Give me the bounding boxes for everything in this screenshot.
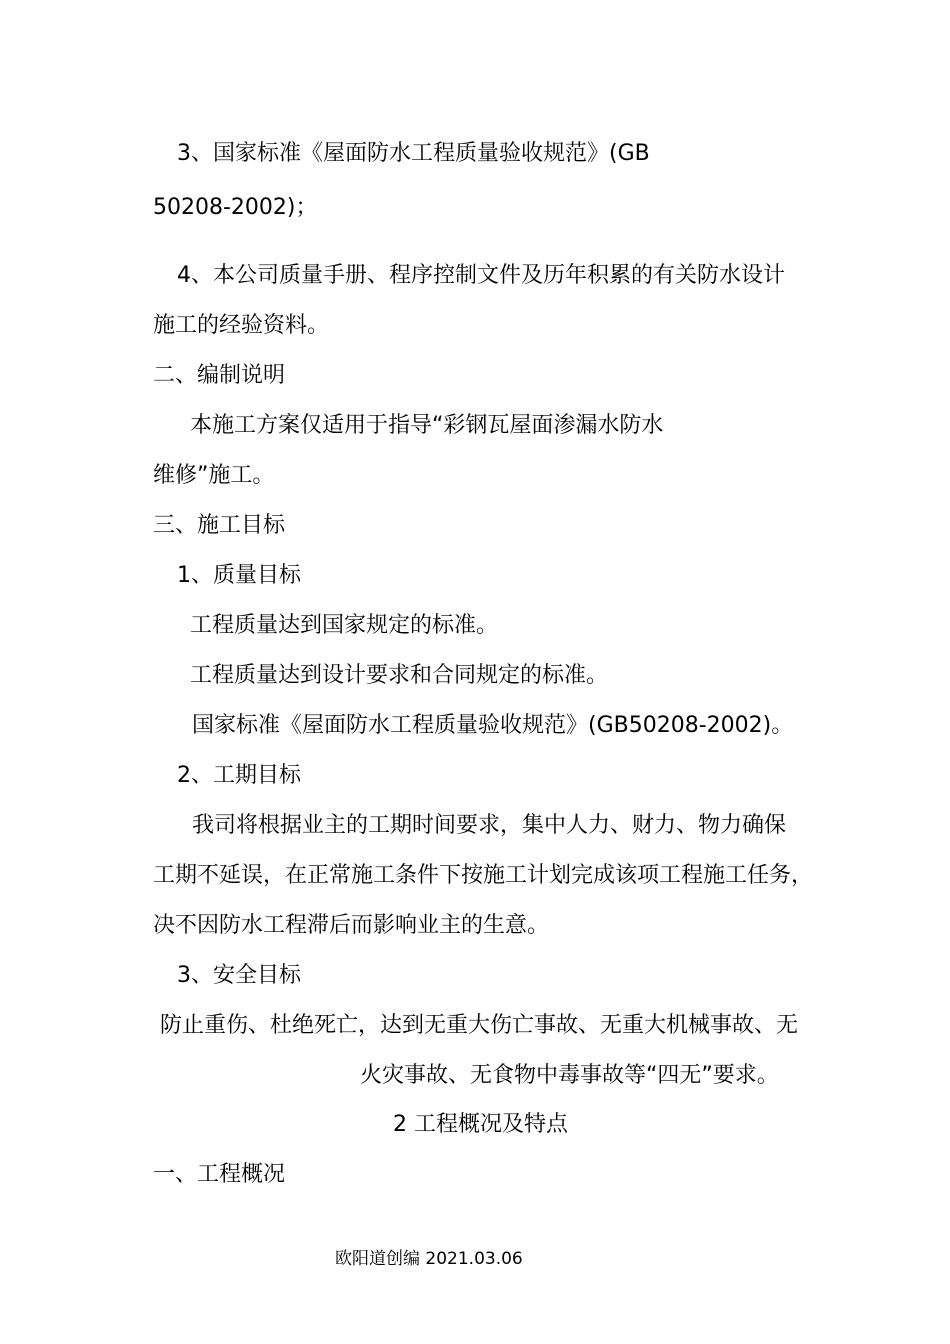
quality-line-3: 国家标准《屋面防水工程质量验收规范》(GB50208-2002)。 [192, 713, 794, 738]
quality-line-2: 工程质量达到设计要求和合同规定的标准。 [190, 663, 609, 688]
compilation-paragraph: 本施工方案仅适用于指导“彩钢瓦屋面渗漏水防水 [190, 413, 664, 438]
reference-item-3-continued: 50208-2002)； [153, 195, 318, 220]
section-heading-goals: 三、施工目标 [153, 513, 286, 538]
subheading-quality: 1、质量目标 [177, 563, 301, 588]
section-heading-compilation: 二、编制说明 [153, 363, 286, 388]
reference-item-3: 3、国家标准《屋面防水工程质量验收规范》(GB [177, 141, 650, 166]
subheading-schedule: 2、工期目标 [177, 763, 301, 788]
schedule-paragraph-line-1: 我司将根据业主的工期时间要求，集中人力、财力、物力确保 [192, 813, 787, 838]
compilation-paragraph-continued: 维修”施工。 [153, 463, 275, 488]
page-footer: 欧阳道创编 2021.03.06 [335, 1249, 523, 1269]
safety-paragraph-line-1: 防止重伤、杜绝死亡，达到无重大伤亡事故、无重大机械事故、无 [160, 1013, 799, 1038]
reference-item-4: 4、本公司质量手册、程序控制文件及历年积累的有关防水设计 [177, 263, 785, 288]
schedule-paragraph-line-2: 工期不延误，在正常施工条件下按施工计划完成该项工程施工任务， [153, 863, 814, 888]
safety-paragraph-line-2: 火灾事故、无食物中毒事故等“四无”要求。 [360, 1063, 779, 1088]
quality-line-1: 工程质量达到国家规定的标准。 [190, 613, 499, 638]
schedule-paragraph-line-3: 决不因防水工程滞后而影响业主的生意。 [153, 913, 550, 938]
chapter-heading: 2 工程概况及特点 [393, 1112, 568, 1137]
subheading-safety: 3、安全目标 [177, 963, 301, 988]
section-heading-overview: 一、工程概况 [153, 1162, 286, 1187]
reference-item-4-continued: 施工的经验资料。 [153, 313, 330, 338]
